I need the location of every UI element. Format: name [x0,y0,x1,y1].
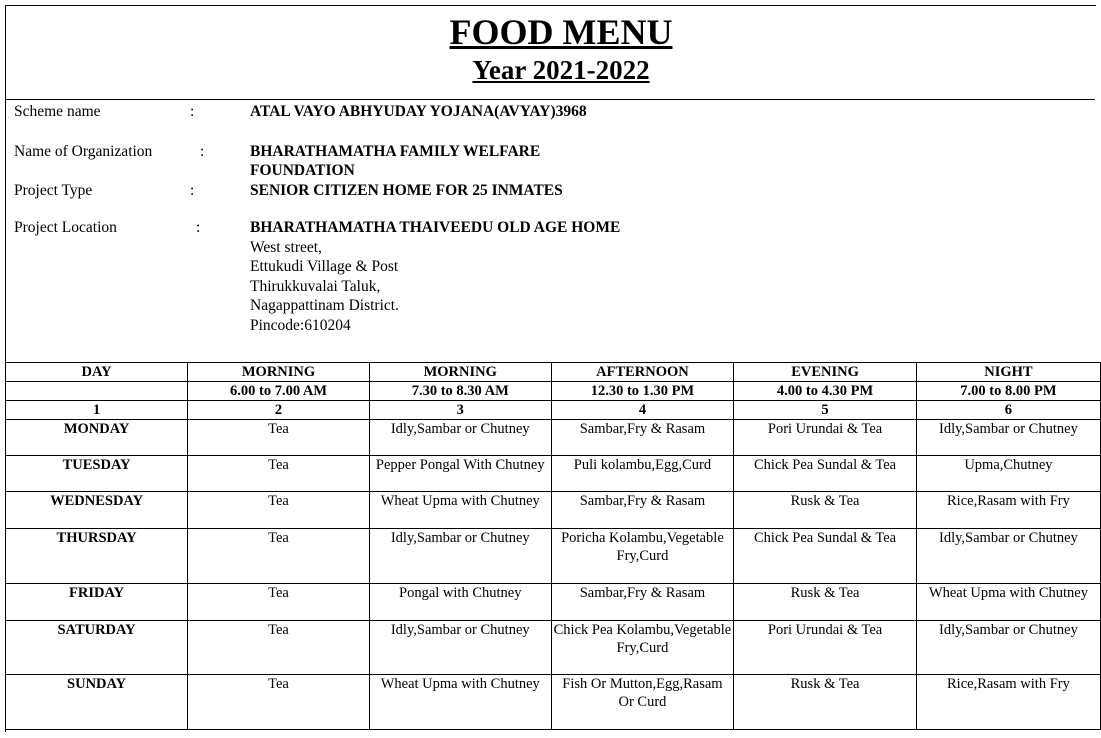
menu-cell: Chick Pea Sundal & Tea [734,456,917,492]
menu-cell: Idly,Sambar or Chutney [916,621,1100,675]
menu-cell: Pori Urundai & Tea [734,621,917,675]
column-number: 6 [916,401,1100,420]
table-row [6,492,1101,529]
menu-cell: Chick Pea Kolambu,Vegetable Fry,Curd [551,621,734,675]
meal-time: 4.00 to 4.30 PM [734,382,917,401]
header-row-times [6,382,1101,401]
day-cell: THURSDAY [6,529,188,584]
table-row [6,529,1101,584]
menu-cell: Pepper Pongal With Chutney [369,456,551,492]
address-line: Pincode:610204 [250,316,351,334]
location-name: BHARATHAMATHA THAIVEEDU OLD AGE HOME [250,219,621,236]
meal-time: 7.00 to 8.00 PM [916,382,1100,401]
food-menu-table [5,362,1101,730]
project-type-value: SENIOR CITIZEN HOME FOR 25 INMATES [250,182,563,199]
menu-cell: Wheat Upma with Chutney [369,675,551,730]
column-number: 2 [188,401,370,420]
year-subtitle: Year 2021-2022 [472,55,650,85]
menu-cell: Tea [188,420,370,456]
menu-cell: Tea [188,456,370,492]
menu-cell: Sambar,Fry & Rasam [551,420,734,456]
meal-header: EVENING [734,363,917,382]
menu-cell: Tea [188,584,370,621]
menu-cell: Rusk & Tea [734,492,917,529]
menu-cell: Chick Pea Sundal & Tea [734,529,917,584]
location-colon: : [196,219,201,236]
menu-cell: Upma,Chutney [916,456,1100,492]
column-number: 1 [6,401,188,420]
menu-cell: Idly,Sambar or Chutney [916,529,1100,584]
scheme-label: Scheme name [14,103,101,120]
day-cell: MONDAY [6,420,188,456]
menu-cell: Pongal with Chutney [369,584,551,621]
meal-time: 6.00 to 7.00 AM [188,382,370,401]
menu-cell: Fish Or Mutton,Egg,Rasam Or Curd [551,675,734,730]
meal-header: AFTERNOON [551,363,734,382]
table-row [6,584,1101,621]
menu-cell: Sambar,Fry & Rasam [551,584,734,621]
address-line: Nagappattinam District. [250,297,399,314]
location-label: Project Location [14,219,117,236]
header-row-meals [6,363,1101,382]
meal-header: MORNING [188,363,370,382]
menu-cell: Tea [188,492,370,529]
menu-cell: Rusk & Tea [734,584,917,621]
header-row-numbers [6,401,1101,420]
day-cell: SUNDAY [6,675,188,730]
title-block [5,5,1095,100]
menu-cell: Idly,Sambar or Chutney [369,529,551,584]
menu-cell: Rice,Rasam with Fry [916,675,1100,730]
menu-cell: Tea [188,675,370,730]
table-row [6,621,1101,675]
menu-cell: Idly,Sambar or Chutney [369,621,551,675]
day-cell: FRIDAY [6,584,188,621]
column-number: 4 [551,401,734,420]
organization-colon: : [200,143,205,160]
day-time-blank [6,382,188,401]
meal-header: MORNING [369,363,551,382]
table-row [6,420,1101,456]
column-number: 5 [734,401,917,420]
menu-cell: Rusk & Tea [734,675,917,730]
meal-time: 7.30 to 8.30 AM [369,382,551,401]
day-column-header: DAY [6,363,188,382]
menu-cell: Wheat Upma with Chutney [369,492,551,529]
menu-cell: Rice,Rasam with Fry [916,492,1100,529]
menu-cell: Pori Urundai & Tea [734,420,917,456]
menu-cell: Tea [188,621,370,675]
meal-time: 12.30 to 1.30 PM [551,382,734,401]
day-cell: TUESDAY [6,456,188,492]
table-row [6,675,1101,730]
menu-cell: Puli kolambu,Egg,Curd [551,456,734,492]
menu-cell: Idly,Sambar or Chutney [916,420,1100,456]
day-cell: WEDNESDAY [6,492,188,529]
menu-cell: Idly,Sambar or Chutney [369,420,551,456]
menu-cell: Sambar,Fry & Rasam [551,492,734,529]
meal-header: NIGHT [916,363,1100,382]
table-row [6,456,1101,492]
menu-cell: Tea [188,529,370,584]
address-line: Thirukkuvalai Taluk, [250,277,381,295]
address-line: Ettukudi Village & Post [250,258,399,275]
project-type-label: Project Type [14,182,93,199]
address-line: West street, [250,238,322,256]
organization-label: Name of Organization [14,143,153,160]
organization-value-line1: BHARATHAMATHA FAMILY WELFARE [250,143,541,160]
column-number: 3 [369,401,551,420]
organization-value-line2: FOUNDATION [250,162,355,179]
menu-cell: Poricha Kolambu,Vegetable Fry,Curd [551,529,734,584]
scheme-colon: : [190,103,195,120]
project-type-colon: : [190,182,195,199]
scheme-value: ATAL VAYO ABHYUDAY YOJANA(AVYAY)3968 [250,103,587,120]
day-cell: SATURDAY [6,621,188,675]
menu-cell: Wheat Upma with Chutney [916,584,1100,621]
page-title: FOOD MENU [449,12,673,52]
